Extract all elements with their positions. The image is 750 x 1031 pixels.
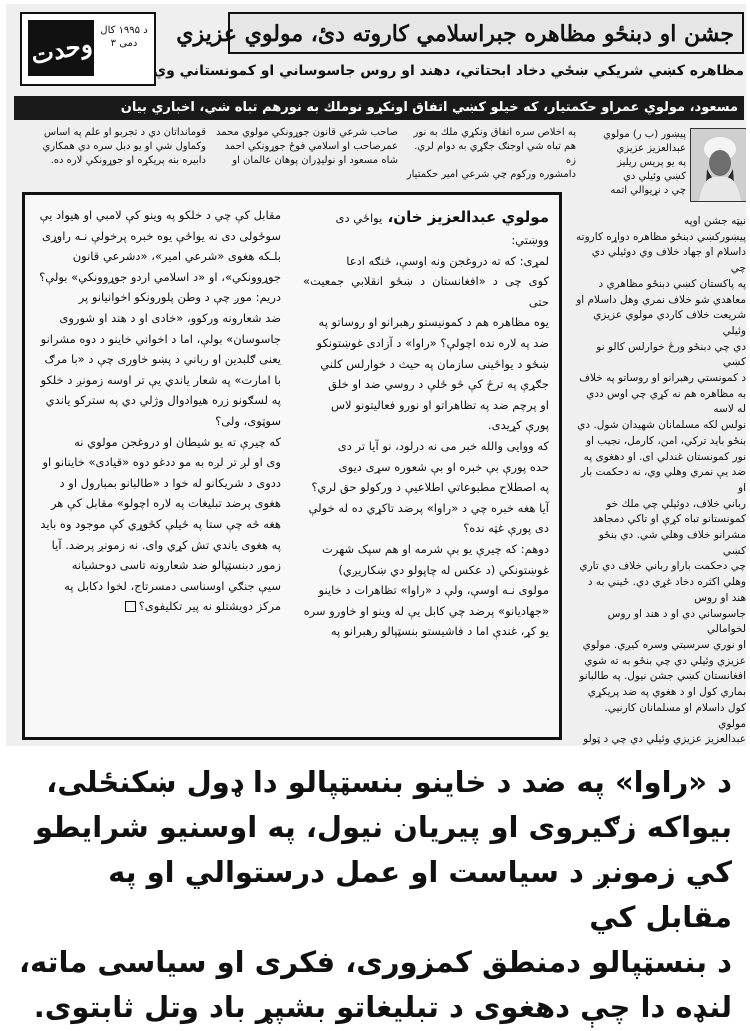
article-line: لمړی: كه ته دروغجن ونه اوسې، څنګه ادعا bbox=[346, 253, 549, 268]
article-line: جوړوونكي»، او «د اسلامي اردو جوړوونكي» بولې؟ bbox=[39, 269, 281, 284]
bio-line: په يو پريس ريليز bbox=[617, 157, 686, 168]
quote-line: د «راوا» په ضد د خاينو بنسټپالو دا ډول ښكنځلی، bbox=[46, 765, 732, 799]
article-line: ضد شعارونه وركوو، «خادی او د هند او شوروی bbox=[59, 310, 281, 325]
top-column-line: په اخلاص سره اتفاق ونكړي ملك به نور bbox=[413, 127, 576, 138]
article-line: په لسګونو زره هيوادوال وژلي دي په ستركو ياندي bbox=[45, 393, 281, 408]
article-line: زموږ دبنسټپالو ضد شعارونه تاسی دوحشيانه bbox=[71, 558, 281, 573]
narrow-line: په پاكستان كښي دبنځو مظاهري د bbox=[598, 277, 746, 290]
article-line: هغوی پرضد تبليغات په لاره اچولو» مقابل كې هر bbox=[50, 496, 281, 511]
article-line: په اصطلاح مطبوعاتي اطلاعيې د وركولو حق لري؟ bbox=[311, 480, 549, 495]
narrow-line: افغانستان كښي جشن نيول. په طالبانو bbox=[579, 670, 746, 683]
article-line: مركز دويشتلو نه پير تكليفوی؟ bbox=[138, 599, 281, 614]
narrow-line: عزيزي وئيلي دي چي بنځو به ته شوي bbox=[584, 654, 746, 667]
article-line: ښځو د يواځينی سازمان په حيث د خوارلس كلني bbox=[320, 356, 549, 371]
narrow-line: شريعت خلاف كاردي مولوي عزيزي وئيلي bbox=[593, 309, 746, 337]
framed-article bbox=[22, 192, 562, 740]
article-line: سيې جنګي اوسناسی دمسرتاج، لخوا دكابل په bbox=[64, 578, 281, 593]
bio-line: كښي وئيلي دي bbox=[623, 171, 686, 182]
article-line: يعنی ګلبدين او رباني د پښو خاوری چې د «با مرګ bbox=[44, 352, 281, 367]
article-line: ضد په لاره نده اچولې؟ «راوا» د آزادی غوښتونكو bbox=[316, 335, 549, 350]
top-column-1 bbox=[404, 126, 576, 182]
narrow-line: چي دحكمت باراو رباني خلاف دي تاري bbox=[579, 560, 746, 573]
end-of-article-box bbox=[125, 601, 136, 612]
narrow-line: ضد يې نمري وهلي وي، نه دحكمت بار او bbox=[580, 466, 746, 494]
narrow-line: عبدالعزيز عزيزي وئيلي دي چي د ټولو bbox=[583, 733, 746, 746]
article-line: كوی چی د «افغانستان د ښځو انقلابي جمعيت» حتی bbox=[303, 274, 549, 309]
article-line: دريم: موږ چې د وطن پلورونكو اخوانيانو پر bbox=[78, 290, 281, 305]
top-column-line: شاه مسعود او نوليډران پوهان عالمان او bbox=[232, 155, 398, 166]
article-right-column bbox=[303, 205, 549, 642]
article-line: وی او لږ تر لږه به مو ددغو دوه «قيادی» خاينانو او bbox=[42, 455, 281, 470]
top-column-line: صاحب شرعي قانون جوړونكي مولوي محمد bbox=[216, 127, 398, 138]
article-last-line bbox=[35, 596, 281, 617]
article-line: كه چيرې ته يو شيطان او دروغجن مولوي نه bbox=[74, 434, 281, 449]
narrow-line: كمونستانو تباه كړې او تاكي دمجاهد bbox=[592, 513, 746, 526]
article-line: سوځولی دی نه يواځې يوه خبره پرخولې نـه راوړی bbox=[41, 228, 281, 243]
top-column-3 bbox=[20, 126, 206, 168]
narrow-line: بماري كول او د هغوي په ضد پريكړي bbox=[587, 686, 746, 699]
top-column-line: هم تباه شي اوجنګ جګړي به دوام لري. زه bbox=[414, 141, 576, 166]
top-column-line: وكماول شي او يو دبل سره دي همكاري bbox=[42, 141, 206, 152]
article-line: سوټوی، ولی؟ bbox=[215, 413, 281, 428]
top-column-line: دامشوره وركوم چي شرعي امير حكمتيار bbox=[406, 169, 576, 180]
narrow-line: جاسوساني دي او د هند او روس لخوامالي bbox=[607, 607, 746, 636]
masthead-logo-box bbox=[20, 12, 156, 86]
article-left-column bbox=[35, 205, 281, 617]
logo-name: وحدت bbox=[28, 28, 95, 71]
narrow-news-column bbox=[576, 214, 746, 746]
article-line: دی پورې غټه نده؟ bbox=[463, 521, 549, 536]
narrow-line: كول داسلام او مسلمانان كارنيي. مولوي bbox=[604, 701, 746, 730]
narrow-line: بنځو بايد تركي، امن، كارمل، نجيب او bbox=[585, 434, 746, 447]
narrow-line: داسلام او جهاد خلاف وي دوئيلي دي چي bbox=[591, 246, 746, 275]
article-line: آيا هغه خبره چي د «راوا» پرضد تاكړي ده له خولې bbox=[308, 500, 549, 515]
narrow-line: پيښوركښي دبنځو مظاهره دواړه كاروته bbox=[576, 230, 746, 243]
article-line: با امارت» په شعار ياندي يې تر اوسه زمونږ د خلكو bbox=[40, 372, 281, 387]
narrow-line: نيټه جشن اوپه bbox=[684, 215, 746, 227]
article-line: ددوی د شريكانو له خوا د «طالبانو بمبارول او د bbox=[59, 475, 281, 490]
article-line: بلـكه هغوی «شرعي امير»، «دشرعي قانون bbox=[72, 249, 281, 264]
issue-date: د ۱۹۹۵ کال دمی ۳ bbox=[100, 25, 148, 49]
narrow-line: مشرانو خلاف وهلي شي. دي بنځو كښي bbox=[598, 529, 746, 557]
article-line: مولوی نـه اوسې، ولې د «راوا» تظاهرات د خاينو bbox=[318, 583, 549, 598]
newspaper-clipping bbox=[6, 4, 746, 746]
narrow-line: او نوري سرسبتي وسره كيږي. مولوي bbox=[582, 638, 746, 651]
article-line: دوهم: كه چيرې يو بې شرمه او هم سپک شهرت bbox=[322, 541, 549, 556]
narrow-line: نولس لكه مسلمانان شهيدان شول. دي bbox=[577, 419, 746, 432]
article-line: حده پورې بې خبره او بې شعوره سړی ديوی bbox=[338, 459, 549, 474]
author-bio bbox=[576, 128, 686, 198]
narrow-line: دي چي دبنځو ورځ خوارلس كالو نو كښي bbox=[596, 340, 746, 369]
article-line: «جهادیانو» پرضد چي كابل يې له وينو او خاورو سره bbox=[303, 603, 549, 618]
narrow-line: وهلي اكثره دخاد غړي دي. ځيني به د هند او روس bbox=[587, 576, 746, 604]
article-line: غوښتونكي (د عكس له چاپولو دي ښكاريږي) bbox=[338, 562, 549, 577]
article-banner: مسعود، مولوي عمراو حكمتيار، كه خيلو كښي اتفاق اونكړو نوملك به نورهم تباه شي، اخباري بيان bbox=[14, 96, 744, 120]
article-line: ووښتي: bbox=[511, 233, 549, 247]
article-line: مقابل كې چي د خلكو په وينو كې لامبي او هيواد يې bbox=[39, 208, 281, 222]
top-column-line: عمرصاحب او اسلامي فوځ جوړونكي احمد bbox=[224, 141, 398, 152]
quote-line: د بنسټپالو دمنطق كمزوری، فكری او سياسی ماته، bbox=[18, 945, 732, 979]
article-line: يو كړ، غندې اما د فاشيستو بنسټپالو رهبرانو په bbox=[330, 624, 549, 639]
article-author-name: مولوي عبدالعزيز خان، bbox=[387, 208, 549, 226]
bio-line: عبدالعزيز عزيزي bbox=[616, 143, 686, 154]
narrow-line: رباني خلاف، دوئيلي چي ملك خو bbox=[606, 497, 746, 510]
narrow-line: د كمونستي رهبرانو او روساتو په خلاف bbox=[579, 372, 746, 385]
narrow-line: معاهدي شو خلاف نمري وهل داسلام او bbox=[576, 293, 746, 306]
article-line: پورې كړيدی. bbox=[487, 418, 549, 433]
article-line: كه ووايی والله خبر می نه درلود، نو آيا تر دی bbox=[337, 438, 549, 453]
article-line: په هغوی ياندي تش كړي وای. نه زمونږ پرضد. آيا bbox=[51, 537, 281, 552]
article-line: يوه مظاهره هم د كمونيستو رهبرانو او روساتو په bbox=[318, 315, 549, 330]
quote-line: لنډه دا چې دهغوی د تبليغاتو بشپړ باد وتل ثابتوی. bbox=[33, 990, 732, 1024]
author-portrait-photo bbox=[690, 128, 746, 202]
commentary-quote bbox=[18, 760, 732, 1030]
narrow-line: به مظاهره هم نه كړي چي اوس ددي له لاسه bbox=[586, 387, 746, 416]
article-subheadline: مظاهره كښي شريكي ښځي دخاد ابحتاتي، دهند او روس جاسوساني او كمونستاني وي bbox=[153, 63, 744, 79]
article-headline: جشن او دبنځو مظاهره جبراسلامي كاروته دئ، مولوي عزيزي bbox=[228, 12, 744, 54]
newspaper-logo-seal bbox=[24, 16, 98, 80]
article-line: جاسوسان» بولې، اما د اخواني خاينو د دوه مشرانو bbox=[40, 331, 281, 346]
quote-line: بيواكه زګيروی او پيريان نيول، په اوسنيو شرايطو bbox=[34, 810, 732, 844]
article-line: هغه څه چې ستا په څيلې كڅوړي كې موجود وه بايد bbox=[40, 516, 281, 531]
bio-line: پيښور (ب ر) مولوي bbox=[603, 129, 686, 140]
narrow-line: نور كمونستان غندلي ای. او دهغوی په bbox=[583, 450, 746, 463]
article-author-heading bbox=[303, 205, 549, 230]
quote-line: كي زمونږ د سياست او عمل درستوالي او په مقابل كي bbox=[108, 855, 732, 934]
article-heading-suffix: يواځي دی bbox=[335, 211, 383, 225]
top-column-line: قومانداتان دي د تجربو او علم په اساس bbox=[43, 127, 206, 138]
top-column-line: دابيره بنه پريكړه او جوړونكي لاره ده. bbox=[50, 155, 206, 166]
bio-line: چي د نړيوالي اتمه bbox=[610, 185, 686, 196]
article-line: جګړې په ترڅ كې څو ځلې د روسي ضد او خلق bbox=[328, 377, 549, 392]
article-line: او پرچم ضد په تظاهراتو او نورو فعاليتونو لاس bbox=[330, 397, 549, 412]
top-column-2 bbox=[212, 126, 398, 168]
